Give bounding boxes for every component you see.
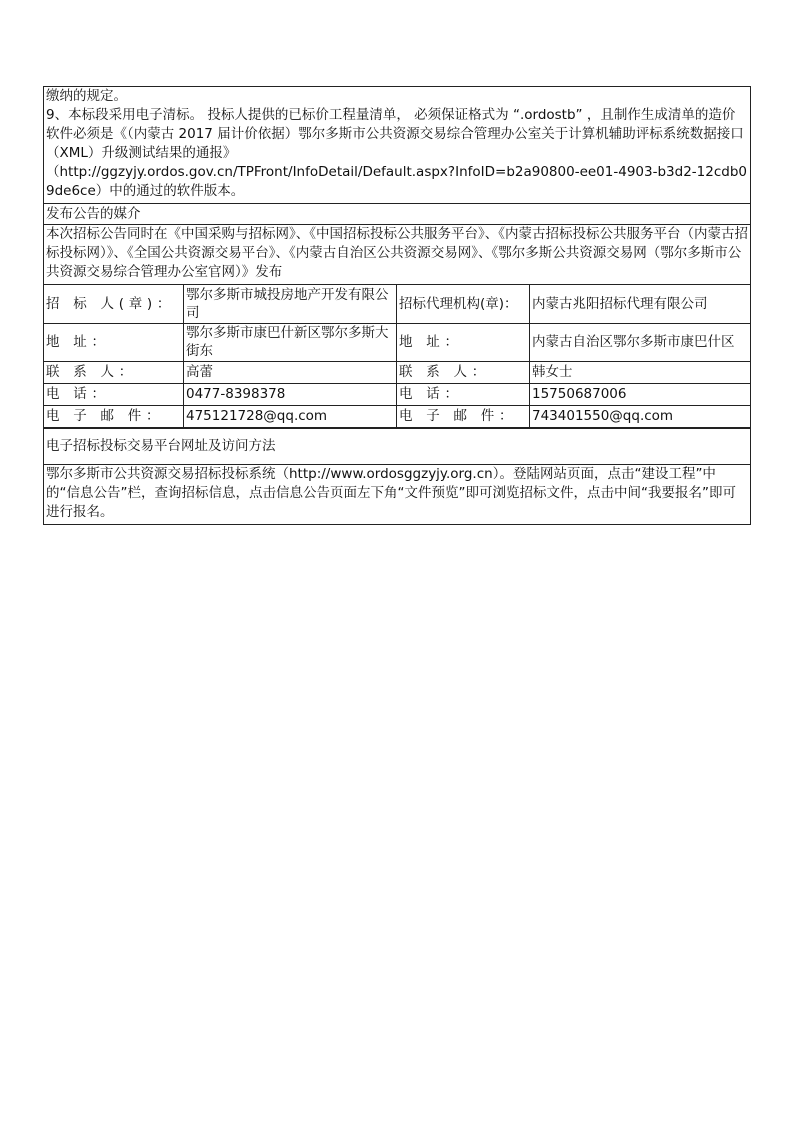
tenderer-phone-value: 0477-8398378 <box>184 383 397 405</box>
clause-9-url-text: （http://ggzyjy.ordos.gov.cn/TPFront/InfoDetail/Default.aspx?InfoID=b2a90800-ee01-4903-b3d2-12cdb09de6ce）中的通过的软件版本。 <box>46 164 747 199</box>
agency-label: 招标代理机构(章)： <box>397 285 530 323</box>
tenderer-email-label: 电 子 邮 件： <box>44 405 184 427</box>
tenderer-contact-value: 高蕾 <box>184 361 397 383</box>
agency-contact-value: 韩女士 <box>530 361 751 383</box>
media-text: 本次招标公告同时在《中国采购与招标网》、《中国招标投标公共服务平台》、《内蒙古招标投标公共服务平台（内蒙古招标投标网）》、《全国公共资源交易平台》、《内蒙古自治区公共资源交易网》、《鄂尔多斯公共资源交易网（鄂尔多斯市公共资源交易综合管理办公室官网）》发布 <box>44 224 750 284</box>
platform-text: 鄂尔多斯市公共资源交易招标投标系统（http://www.ordosggzyjy.org.cn）。登陆网站页面，点击“建设工程”中的“信息公告”栏，查询招标信息，点击信息公告页面左下角“文件预览”即可浏览招标文件，点击中间“我要报名”即可进行报名。 <box>44 464 750 524</box>
tenderer-value: 鄂尔多斯市城投房地产开发有限公司 <box>184 285 397 323</box>
agency-address-value: 内蒙古自治区鄂尔多斯市康巴什区 <box>530 323 751 361</box>
agency-email-value: 743401550@qq.com <box>530 405 751 427</box>
tenderer-email-value: 475121728@qq.com <box>184 405 397 427</box>
contact-row-email <box>44 405 750 427</box>
agency-email-label: 电 子 邮 件： <box>397 405 530 427</box>
payment-rule-text: 缴纳的规定。 <box>46 88 127 104</box>
contact-row-person <box>44 361 750 383</box>
tenderer-address-value: 鄂尔多斯市康巴什新区鄂尔多斯大街东 <box>184 323 397 361</box>
platform-heading: 电子招标投标交易平台网址及访问方法 <box>44 428 750 464</box>
tenderer-address-label: 地 址： <box>44 323 184 361</box>
media-heading: 发布公告的媒介 <box>44 203 750 224</box>
tenderer-label: 招 标 人(章)： <box>44 285 184 323</box>
contact-section <box>44 284 750 428</box>
tenderer-contact-label: 联 系 人： <box>44 361 184 383</box>
clause-section <box>44 87 750 203</box>
agency-value: 内蒙古兆阳招标代理有限公司 <box>530 285 751 323</box>
clause-9-text: 9、本标段采用电子清标。 投标人提供的已标价工程量清单， 必须保证格式为 “.ordostb” ，且制作生成清单的造价软件必须是《（内蒙古 2017 届计价依据）鄂尔多斯市公共资源交易综合管理办公室关于计算机辅助评标系统数据接口（XML）升级测试结果的通报》 <box>46 107 744 161</box>
tender-notice-table <box>43 86 751 525</box>
contact-table <box>44 285 750 428</box>
contact-row-address <box>44 323 750 361</box>
contact-row-tenderer <box>44 285 750 323</box>
agency-contact-label: 联 系 人： <box>397 361 530 383</box>
tenderer-phone-label: 电 话： <box>44 383 184 405</box>
agency-phone-label: 电 话： <box>397 383 530 405</box>
contact-row-phone <box>44 383 750 405</box>
agency-address-label: 地 址： <box>397 323 530 361</box>
agency-phone-value: 15750687006 <box>530 383 751 405</box>
